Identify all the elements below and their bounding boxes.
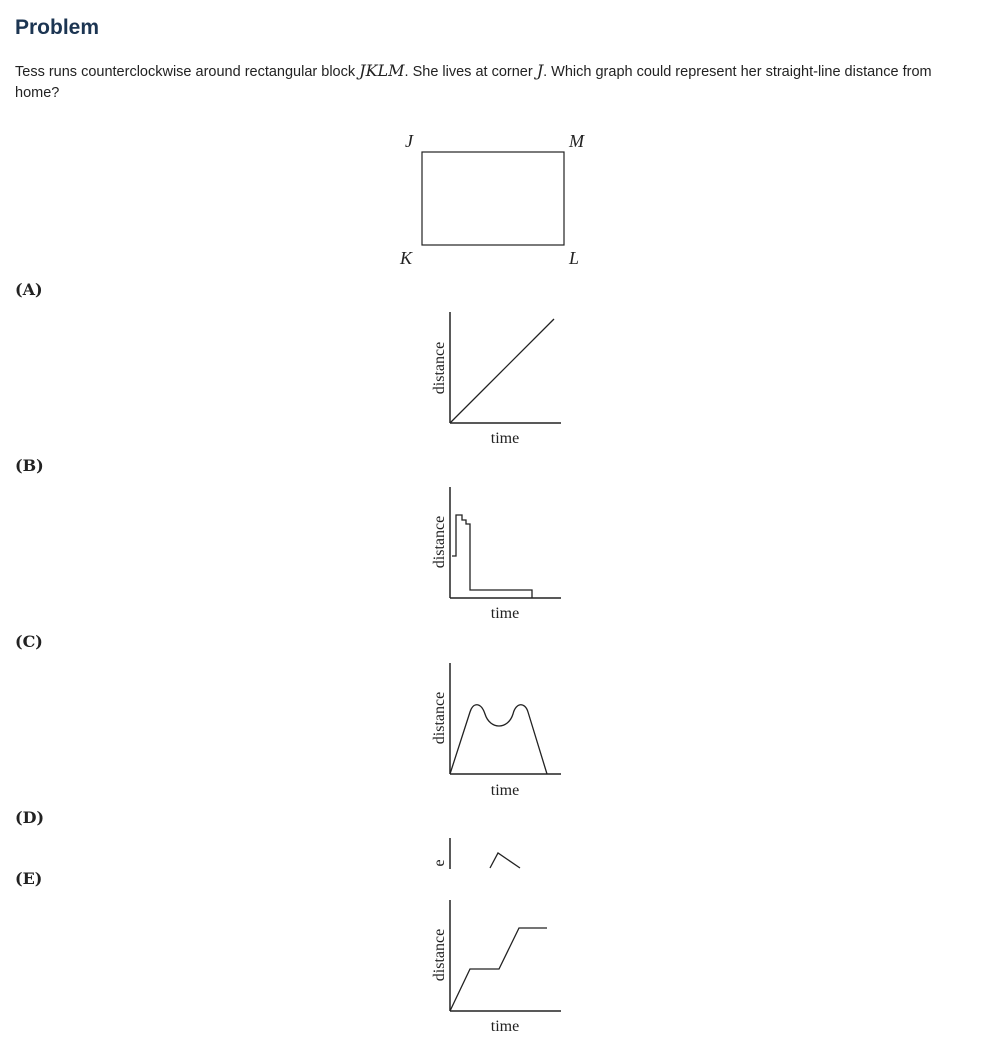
graph-a[interactable] (431, 312, 561, 447)
graph-e-xlabel: time (490, 1018, 520, 1035)
choice-a-label[interactable]: (A) (15, 280, 43, 299)
choice-e-label[interactable]: (E) (15, 869, 43, 888)
graph-c-xlabel: time (490, 782, 520, 799)
corner-label-l: L (569, 248, 580, 268)
graph-e-curve (450, 928, 547, 1011)
graph-a-xlabel: time (490, 430, 520, 447)
graph-b[interactable] (431, 487, 561, 622)
graph-a-ylabel: distance (431, 341, 448, 395)
problem-text-part1: Tess runs counterclockwise around rectangular block (15, 64, 360, 80)
graph-c-curve (450, 705, 547, 774)
problem-text-part3: . Which graph could represent her straight-line distance from home? (15, 64, 932, 101)
graph-e-ylabel: distance (431, 928, 448, 982)
graph-b-xlabel: time (490, 605, 520, 622)
choice-d-label[interactable]: (D) (15, 808, 45, 827)
block-diagram (399, 131, 585, 268)
problem-text-part2: . She lives at corner (404, 64, 537, 80)
block-name-math: JKLM (359, 61, 405, 80)
choice-c-label[interactable]: (C) (15, 632, 43, 651)
graph-d-curve (490, 853, 520, 868)
graph-e[interactable] (431, 900, 561, 1035)
choice-b-label[interactable]: (B) (15, 456, 44, 475)
graph-c[interactable] (431, 663, 561, 799)
graph-b-ylabel: distance (431, 515, 448, 569)
graph-a-curve (450, 319, 554, 423)
corner-label-k: K (400, 248, 413, 268)
graph-d-ylabel-fragment: e (431, 859, 448, 867)
graph-b-curve (452, 515, 532, 598)
corner-label-j: J (405, 131, 413, 151)
corner-label-m: M (569, 131, 584, 151)
page-title: Problem (15, 16, 100, 39)
corner-math: J (536, 61, 544, 80)
block-rectangle (422, 152, 564, 245)
graph-d[interactable] (431, 838, 520, 869)
graph-c-ylabel: distance (431, 691, 448, 745)
